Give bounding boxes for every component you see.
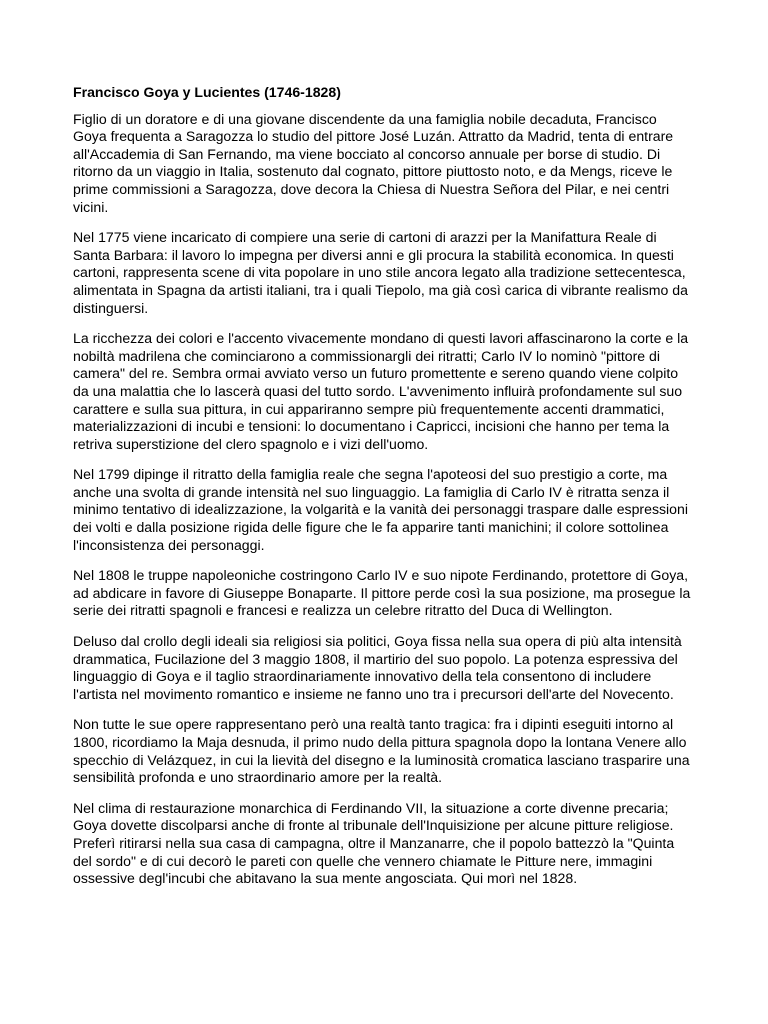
paragraph-7 xyxy=(73,716,699,786)
text-line: da una malattia che lo lascerà quasi del tutto sordo. L'avvenimento influirà profondamente sul suo xyxy=(73,382,683,399)
text-line: Deluso dal crollo degli ideali sia religiosi sia politici, Goya fissa nella sua opera di più alta intensità xyxy=(73,633,682,650)
text-line: 1800, ricordiamo la Maja desnuda, il primo nudo della pittura spagnola dopo la lontana Venere allo xyxy=(73,734,687,750)
text-line: l'inconsistenza dei personaggi. xyxy=(73,536,265,553)
text-line: alimentata in Spagna da artisti italiani, tra i quali Tiepolo, ma già così carica di vibrante realismo da xyxy=(73,281,688,298)
text-line: Preferì ritirarsi nella sua casa di campagna, oltre il Manzanarre, che il popolo battezzò la "Quinta xyxy=(73,834,675,851)
paragraph-6 xyxy=(73,633,699,703)
text-line: ad abdicare in favore di Giuseppe Bonaparte. Il pittore perde così la sua posizione, ma prosegue la xyxy=(73,584,691,601)
text-line: ritorno da un viaggio in Italia, sostenuto dal cognato, pittore piuttosto noto, e da Mengs, riceve le xyxy=(73,163,673,180)
text-line: cartoni, rappresenta scene di vita popolare in uno stile ancora legato alla tradizione settecentesca, xyxy=(73,264,686,281)
text-line: Goya dovette discolparsi anche di fronte al tribunale dell'Inquisizione per alcune pitture religiose. xyxy=(73,817,674,834)
text-line: vicini. xyxy=(73,198,109,215)
document-title: Francisco Goya y Lucientes (1746-1828) xyxy=(73,84,341,100)
text-line: Nel clima di restaurazione monarchica di Ferdinando VII, la situazione a corte divenne precaria; xyxy=(73,799,669,816)
paragraph-5 xyxy=(73,567,699,620)
text-line: Nel 1775 viene incaricato di compiere una serie di cartoni di arazzi per la Manifattura Reale di xyxy=(73,229,657,246)
text-line: nobiltà madrilena che cominciarono a commissionargli dei ritratti; Carlo IV lo nominò "pittore di xyxy=(73,347,661,364)
text-line: specchio di Velázquez, in cui la lievità del disegno e la luminosità cromatica lasciano trasparire una xyxy=(73,751,690,768)
text-line: camera" del re. Sembra ormai avviato verso un futuro promettente e sereno quando viene colpito xyxy=(73,365,679,382)
text-line: Nel 1808 le truppe napoleoniche costringono Carlo IV e suo nipote Ferdinando, protettore di Goya, xyxy=(73,567,689,584)
text-line: materializzazioni di incubi e tensioni: lo documentano i Capricci, incisioni che hanno per tema la xyxy=(73,418,670,435)
paragraph-3 xyxy=(73,330,699,453)
text-line: retriva superstizione del clero spagnolo e i vizi dell'uomo. xyxy=(73,435,429,452)
text-line: Figlio di un doratore e di una giovane discendente da una famiglia nobile decaduta, Francisco xyxy=(73,110,657,127)
text-line: Goya frequenta a Saragozza lo studio del pittore José Luzán. Attratto da Madrid, tenta di entrare xyxy=(73,128,674,145)
text-line: distinguersi. xyxy=(73,299,149,316)
text-line: anche una svolta di grande intensità nel suo linguaggio. La famiglia di Carlo IV è ritratta senza il xyxy=(73,483,670,500)
text-line: La ricchezza dei colori e l'accento vivacemente mondano di questi lavori affascinarono la corte e la xyxy=(73,330,689,347)
text-line: dei volti e dalla posizione rigida delle figure che le fa apparire tanti manichini; il colore sottolinea xyxy=(73,519,669,536)
text-line: prime commissioni a Saragozza, dove decora la Chiesa di Nuestra Señora del Pilar, e nei centri xyxy=(73,180,670,197)
text-line: l'artista nel movimento romantico e insieme ne fanno uno tra i precursori dell'arte del Novecento. xyxy=(73,685,674,702)
text-line: all'Accademia di San Fernando, ma viene bocciato al concorso annuale per borse di studio. Di xyxy=(73,145,661,162)
text-line: drammatica, Fucilazione del 3 maggio 1808, il martirio del suo popolo. La potenza espressiva del xyxy=(73,650,678,667)
text-line: carattere e sulla sua pittura, in cui appariranno sempre più frequentemente accenti drammatici, xyxy=(73,400,665,417)
document-page xyxy=(73,84,699,901)
text-line: Non tutte le sue opere rappresentano però una realtà tanto tragica: fra i dipinti eseguiti intorno al xyxy=(73,716,674,733)
text-line: ossessive degl'incubi che abitavano la sua mente angosciata. Qui morì nel 1828. xyxy=(73,870,578,887)
text-line: linguaggio di Goya e il taglio straordinariamente innovativo della tela consentono di includere xyxy=(73,668,652,685)
paragraph-4 xyxy=(73,466,699,554)
text-line: minimo tentativo di idealizzazione, la volgarità e la vanità dei personaggi traspare dalle espressioni xyxy=(73,501,688,518)
text-line: Santa Barbara: il lavoro lo impegna per diversi anni e gli procura la stabilità economica. In questi xyxy=(73,246,674,263)
text-line: sensibilità profonda e uno straordinario amore per la realtà. xyxy=(73,769,442,786)
paragraph-8 xyxy=(73,800,699,888)
text-line: Nel 1799 dipinge il ritratto della famiglia reale che segna l'apoteosi del suo prestigio a corte, ma xyxy=(73,466,668,483)
paragraph-1 xyxy=(73,111,699,217)
text-line: serie dei ritratti spagnoli e francesi e realizza un celebre ritratto del Duca di Wellington. xyxy=(73,602,613,619)
text-line: del sordo" e di cui decorò le pareti con quelle che vennero chiamate le Pitture nere, immagini xyxy=(73,852,653,869)
paragraph-2 xyxy=(73,229,699,317)
